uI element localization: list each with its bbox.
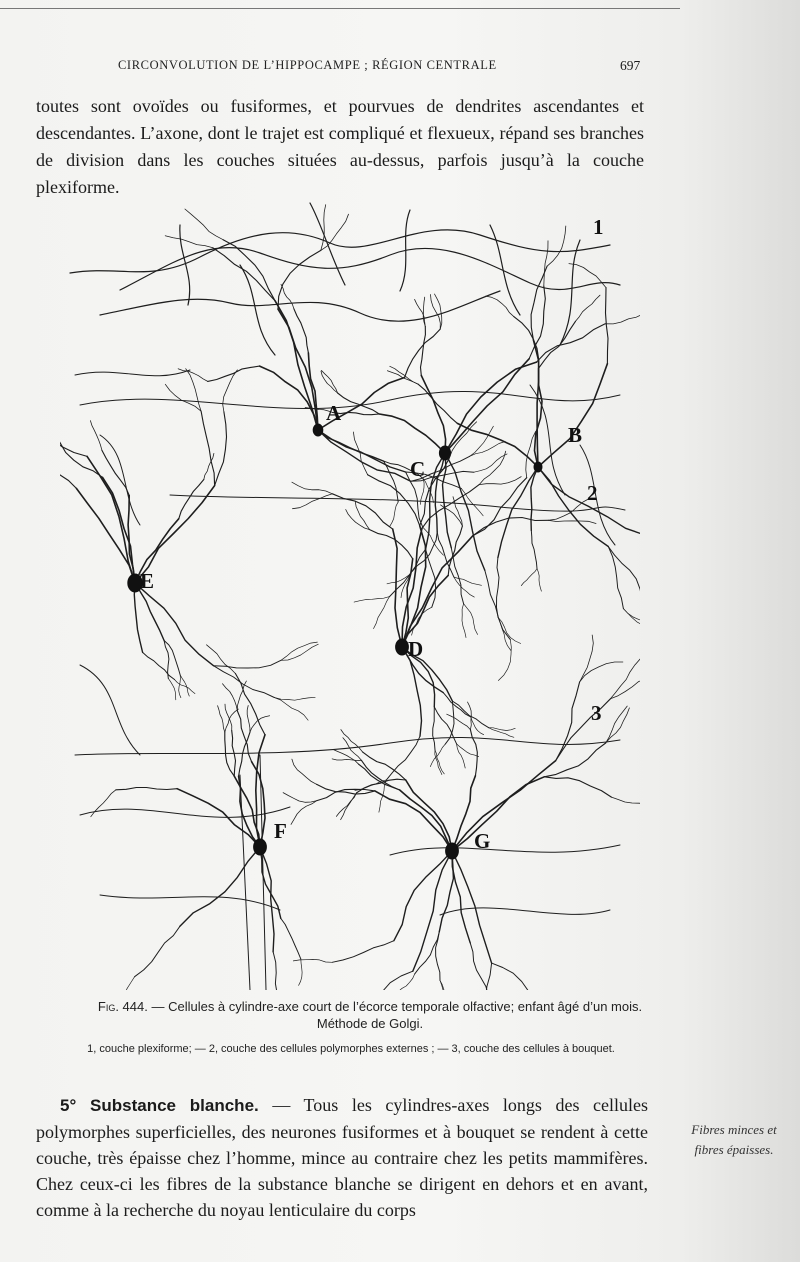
neuron-f-soma	[254, 839, 267, 855]
dendrite-branch	[354, 597, 389, 603]
section-title: 5° Substance blanche.	[60, 1096, 259, 1115]
dendrite-branch	[447, 714, 471, 729]
dendrite-branch	[394, 974, 414, 990]
dendrite-branch	[355, 501, 369, 529]
dendrite-branch	[353, 432, 367, 475]
dendrite-branch	[374, 597, 390, 629]
dendrite-branch	[180, 675, 189, 696]
dendrite-branch	[485, 570, 511, 639]
dendrite-branch	[321, 371, 338, 393]
dendrite-branch	[544, 743, 605, 777]
dendrite-branch	[544, 777, 611, 797]
dendrite-branch	[437, 532, 454, 577]
dendrite-branch	[186, 369, 201, 412]
dendrite-branch	[292, 759, 317, 784]
dendrite-branch	[223, 684, 238, 711]
neuron-g-soma	[446, 843, 459, 859]
section-substance-blanche	[36, 1092, 648, 1223]
dendrite-branch	[470, 442, 506, 457]
dendrite-branch	[547, 226, 566, 266]
dendrite-branch	[445, 359, 529, 453]
layer-label-2: 2	[587, 481, 598, 505]
dendrite-branch	[452, 701, 488, 728]
dendrite-branch	[283, 793, 317, 803]
dendrite-branch	[537, 324, 606, 362]
dendrite-branch	[185, 209, 223, 240]
cell-label-g: G	[474, 829, 491, 853]
dendrite-branch	[237, 711, 251, 762]
dendrite-branch	[457, 744, 479, 757]
dendrite-branch	[346, 510, 370, 530]
dendrite-branch	[361, 760, 399, 790]
dendrite-branch	[165, 236, 213, 248]
dendrite-branch	[235, 674, 265, 735]
dendrite-branch	[610, 676, 640, 698]
dendrite-branch	[556, 682, 580, 761]
dendrite-branch	[336, 793, 356, 817]
dendrite-branch	[278, 250, 321, 309]
dendrite-branch	[470, 730, 477, 776]
dendrite-branch	[454, 577, 474, 597]
dendrite-branch	[208, 366, 260, 381]
caption-figure-number: Fig. 444.	[97, 999, 148, 1014]
dendrite-branch	[135, 583, 214, 666]
dendrite-branch	[580, 662, 623, 682]
dendrite-branch	[421, 327, 426, 376]
dendrite-branch	[180, 847, 260, 926]
dendrite-branch	[537, 569, 541, 592]
dendrite-branch	[445, 362, 537, 453]
dendrite-branch	[412, 607, 432, 635]
running-head: CIRCONVOLUTION DE L’HIPPOCAMPE ; RÉGION CENTRALE	[118, 58, 497, 72]
dendrite-branch	[135, 926, 180, 976]
golgi-figure	[60, 195, 640, 990]
dendrite-branch	[332, 759, 361, 761]
dendrite-branch	[394, 851, 452, 941]
cell-label-c: C	[410, 457, 426, 481]
dendrite-branch	[281, 284, 294, 309]
dendrite-branch	[433, 707, 435, 750]
dendrite-branch	[318, 430, 411, 481]
dendrite-branch	[223, 240, 275, 301]
dendrite-branch	[521, 569, 537, 586]
intro-paragraph-text: toutes sont ovoïdes ou fusiformes, et pourvues de dendrites ascendantes et descendantes. L’axone, dont le trajet est compliqué et flexueux, répand ses branches de division dans les couches situées au-dessus, parfois jusqu’à la couche plexiforme.	[36, 96, 644, 197]
dendrite-branch	[178, 369, 208, 382]
cell-label-f: F	[274, 819, 287, 843]
dendrite-branch	[247, 706, 250, 733]
dendrite-branch	[121, 977, 135, 990]
section-text: — Tous les cylindres-axes longs des cellules polymorphes superficielles, des neurones fusiformes et à bouquet se rendent à cette couche, très épaisse chez l’homme, mince au contraire chez les petits mammifères. Chez ceux-ci les fibres de la substance blanche se dirigent en dehors et en avant, comme à la recherche du noyau lenticulaire du corps	[36, 1095, 648, 1220]
dendrite-branch	[606, 288, 609, 364]
dendrite-branch	[291, 801, 317, 825]
dendrite-branch	[168, 678, 176, 699]
dendrite-branch	[293, 959, 332, 962]
dendrite-branch	[580, 635, 594, 682]
dendrite-branch	[470, 943, 488, 990]
dendrite-branch	[299, 959, 303, 986]
dendrite-branch	[608, 547, 623, 609]
dendrite-branch	[281, 644, 318, 660]
dendrite-branch	[498, 640, 511, 681]
dendrite-branch	[177, 789, 260, 847]
dendrite-branch	[379, 414, 445, 453]
dendrite-branch	[91, 790, 116, 817]
dendrite-branch	[179, 480, 204, 519]
dendrite-branch	[431, 295, 441, 330]
figure-caption	[90, 998, 650, 1032]
dendrite-branch	[548, 520, 596, 523]
dendrite-branch	[175, 680, 196, 694]
dendrite-branch	[489, 728, 514, 738]
dendrite-branch	[497, 558, 500, 618]
dendrite-branch	[294, 309, 309, 353]
dendrite-branch	[486, 963, 492, 990]
cell-label-b: B	[568, 423, 583, 447]
dendrite-branch	[273, 952, 278, 990]
dendrite-branch	[341, 793, 357, 820]
dendrite-branch	[556, 699, 611, 761]
dendrite-branch	[116, 788, 177, 790]
fiber-bundles-3	[75, 665, 620, 990]
dendrite-branch	[514, 317, 539, 369]
dendrite-branch	[317, 789, 375, 800]
dendrite-branch	[538, 364, 607, 467]
dendrite-branch	[605, 309, 640, 324]
dendrite-branch	[608, 547, 640, 600]
dendrite-branch	[606, 706, 628, 743]
layer-label-3: 3	[591, 701, 602, 725]
dendrite-branch	[370, 530, 413, 559]
dendrite-branch	[363, 752, 406, 780]
dendrite-branch	[400, 790, 452, 851]
dendrite-branch	[498, 617, 521, 643]
neuron-d-soma	[396, 639, 409, 655]
intro-paragraph	[36, 93, 644, 201]
dendrite-branch	[474, 454, 507, 472]
dendrite-branch	[318, 430, 406, 472]
dendrite-branch	[486, 296, 514, 317]
caption-legend: 1, couche plexiforme; — 2, couche des cellules polymorphes externes ; — 3, couche des cellules à bouquet.	[87, 1043, 615, 1055]
dendrite-branch	[225, 704, 232, 730]
dendrite-branch	[274, 698, 308, 721]
dendrite-branch	[623, 609, 640, 625]
dendrite-branch	[462, 604, 466, 638]
dendrite-branch	[473, 518, 548, 536]
margin-note: Fibres minces et fibres épaisses.	[691, 1122, 777, 1157]
dendrite-branch	[201, 411, 215, 485]
dendrite-branch	[454, 577, 482, 585]
dendrite-branch	[143, 652, 175, 679]
layer-label-1: 1	[593, 215, 604, 239]
dendrite-branch	[60, 445, 76, 489]
neuron-a-soma	[313, 424, 323, 436]
plexiform-fibers	[70, 203, 620, 355]
dendrite-branch	[606, 708, 630, 743]
dendrite-branch	[213, 248, 275, 301]
dendrite-branch	[464, 604, 478, 635]
dendrite-branch	[418, 384, 457, 423]
page-number: 697	[620, 58, 641, 73]
cell-label-d: D	[408, 637, 424, 661]
dendrite-branch	[539, 321, 576, 368]
dendrite-branch	[489, 728, 516, 731]
dendrite-branch	[610, 659, 640, 699]
dendrite-branch	[359, 764, 400, 790]
dendrite-branch	[179, 675, 181, 698]
dendrite-branch	[292, 482, 333, 494]
dendrite-branch	[207, 645, 236, 674]
dendrite-branch	[492, 963, 544, 990]
cell-label-a: A	[326, 401, 342, 425]
dendrite-branch	[214, 660, 282, 668]
caption-text: — Cellules à cylindre-axe court de l’écorce temporale olfactive; enfant âgé d’un mois. Méthode de Golgi.	[151, 999, 643, 1031]
dendrite-branch	[526, 431, 536, 477]
dendrite-branch	[452, 776, 475, 851]
dendrite-branch	[281, 642, 317, 660]
cell-label-e: E	[140, 569, 155, 593]
dendrite-branch	[215, 412, 227, 486]
dendrite-branch	[544, 241, 548, 286]
dendrite-branch	[435, 750, 442, 775]
dendrite-branch	[611, 797, 640, 805]
dendrite-branch	[452, 851, 492, 963]
dendrite-branch	[281, 918, 301, 959]
fiber-bundles-2	[75, 370, 625, 545]
dendrite-branch	[333, 750, 358, 765]
neuron-cells	[60, 205, 640, 990]
dendrite-branch	[293, 494, 333, 509]
neuron-b-soma	[534, 462, 542, 472]
dendrite-branch	[321, 370, 337, 393]
dendrite-branch	[332, 941, 394, 963]
dendrite-branch	[318, 430, 384, 461]
dendrite-branch	[218, 706, 225, 732]
dendrite-branch	[413, 851, 452, 971]
dendrite-branch	[421, 479, 425, 505]
dendrite-branch	[436, 932, 440, 981]
dendrite-branch	[452, 851, 470, 943]
top-rule	[0, 8, 680, 9]
dendrite-branch	[548, 498, 590, 520]
dendrite-branch	[165, 384, 201, 411]
dendrite-branch	[390, 502, 399, 527]
dendrite-branch	[343, 738, 362, 761]
dendrite-branch	[569, 264, 606, 288]
dendrite-branch	[576, 295, 601, 321]
dendrite-branch	[440, 980, 452, 990]
dendrite-branch	[102, 450, 129, 495]
dendrite-branch	[531, 530, 537, 568]
dendrite-branch	[164, 641, 180, 676]
